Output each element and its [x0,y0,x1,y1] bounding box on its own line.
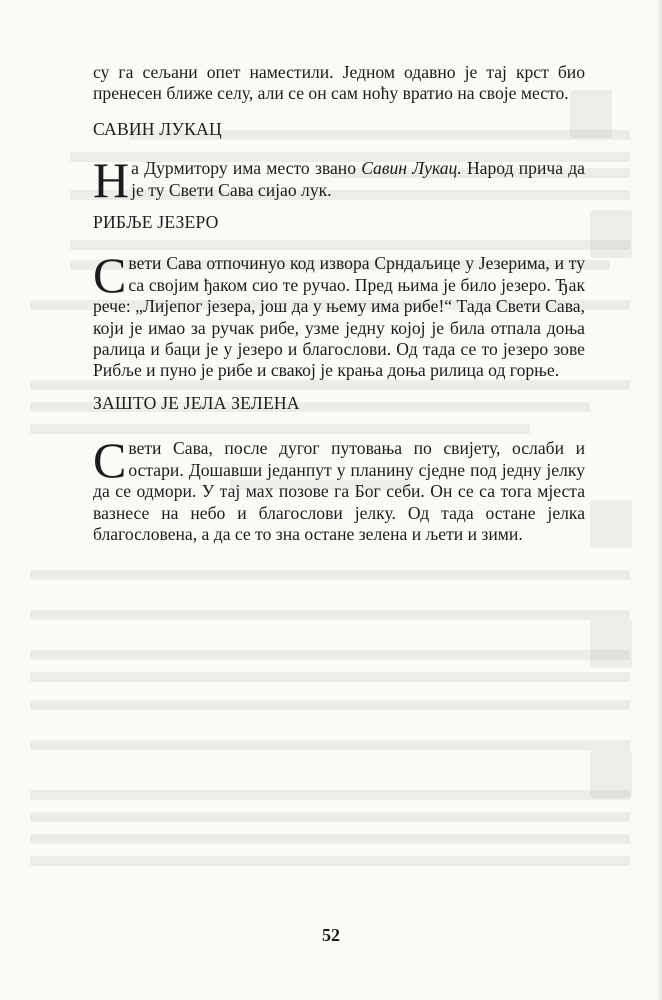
intro-paragraph: су га сељани опет наместили. Једном одавно је тај крст био пренесен ближе селу, али се он сам ноћу вратио на своје место. [93,62,585,104]
drop-cap: С [93,247,127,304]
heading-riblje-jezero: РИБЉЕ ЈЕЗЕРО [93,212,219,233]
page-number: 52 [322,925,340,945]
text-segment: а Дурмитору има место звано [131,158,362,179]
heading-zasto-je-jela-zelena: ЗАШТО ЈЕ ЈЕЛА ЗЕЛЕНА [93,392,300,413]
paragraph-savin-lukac [93,152,585,209]
paragraph-riblje-jezero [93,247,585,381]
italic-place-name: Савин Лукац. [361,158,462,179]
page-edge-shadow [656,0,662,1000]
page-content [93,62,585,545]
drop-cap: Н [93,152,130,209]
text-segment: вети Сава отпочинуо код извора Срндаљице у Језерима, и ту са својим ђаком сио те ручао. Пред њима је било језеро. Ђак рече: „Лијепог језера, још да у њему има рибе!“ Тада Свети Сава, који је имао за ручак рибе, узме једну којој је била отпала доња ралица и баци је у језеро и благослови. Од тада се то језеро зове Рибље и пуно је рибе и свакој је крања доња рилица од горње. [93,253,585,381]
paragraph-zasto-je-jela-zelena [93,432,585,545]
text-segment: вети Сава, после дугог путовања по свијету, ослаби и остари. Дошавши једанпут у планину сједне под једну јелку да се одмори. У тај мах позове га Бог себи. Он се са тога мјеста вазнесе на небо и благослови јелку. Од тада остане јелка благословена, а да се то зна остане зелена и љети и зими. [93,438,585,544]
drop-cap: С [93,432,127,489]
heading-savin-lukac: САВИН ЛУКАЦ [93,118,222,139]
text-segment: Народ прича да је ту Свети Сава сијао лук. [131,158,585,200]
